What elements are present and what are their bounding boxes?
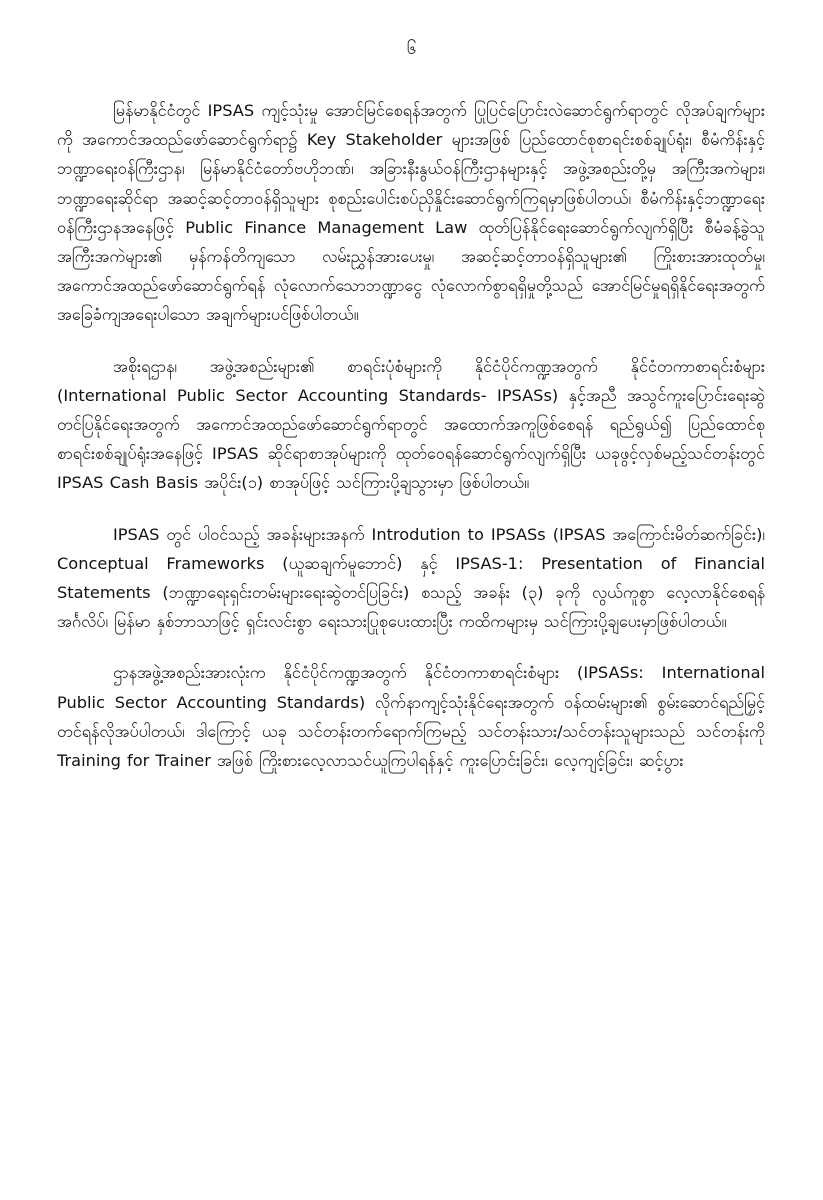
document-body <box>57 96 765 797</box>
paragraph-3: IPSAS တွင် ပါဝင်သည့် အခန်းများအနက် Introdution to IPSASs (IPSAS အကြောင်းမိတ်ဆက်ခြင်း)၊ Conceptual Frameworks (ယူဆချက်မူဘောင်) နှင့် IPSAS-1: Presentation of Financial Statements (ဘဏ္ဍာရေးရှင်းတမ်းများရေးဆွဲတင်ပြခြင်း) စသည့် အခန်း (၃) ခုကို လွယ်ကူစွာ လေ့လာနိုင်စေရန် အင်္ဂလိပ်၊ မြန်မာ နှစ်ဘာသာဖြင့် ရှင်းလင်းစွာ ရေးသားပြုစုပေးထားပြီး ကထိကများမှ သင်ကြားပို့ချပေးမှာဖြစ်ပါတယ်။ <box>57 524 765 632</box>
paragraph-1: မြန်မာနိုင်ငံတွင် IPSAS ကျင့်သုံးမှု အောင်မြင်စေရန်အတွက် ပြုပြင်ပြောင်းလဲဆောင်ရွက်ရာတွင် လိုအပ်ချက်များကို အကောင်အထည်ဖော်ဆောင်ရွက်ရာ၌ Key Stakeholder များအဖြစ် ပြည်ထောင်စုစာရင်းစစ်ချုပ်ရုံး၊ စီမံကိန်းနှင့်ဘဏ္ဍာရေးဝန်ကြီးဌာန၊ မြန်မာနိုင်ငံတော်ဗဟိုဘဏ်၊ အခြားနီးနွယ်ဝန်ကြီးဌာနများနှင့် အဖွဲ့အစည်းတို့မှ အကြီးအကဲများ၊ ဘဏ္ဍာရေးဆိုင်ရာ အဆင့်ဆင့်တာဝန်ရှိသူများ စုစည်းပေါင်းစပ်ညှိနှိုင်းဆောင်ရွက်ကြရမှာဖြစ်ပါတယ်၊ စီမံကိန်းနှင့်ဘဏ္ဍာရေးဝန်ကြီးဌာနအနေဖြင့် Public Finance Management Law ထုတ်ပြန်နိုင်ရေးဆောင်ရွက်လျက်ရှိပြီး စီမံခန့်ခွဲသူအကြီးအကဲများ၏ မှန်ကန်တိကျသော လမ်းညွှန်အားပေးမှု၊ အဆင့်ဆင့်တာဝန်ရှိသူများ၏ ကြိုးစားအားထုတ်မှု၊ အကောင်အထည်ဖော်ဆောင်ရွက်ရန် လုံလောက်သောဘဏ္ဍာငွေ လုံလောက်စွာရရှိမှုတို့သည် အောင်မြင်မှုရရှိနိုင်ရေးအတွက် အခြေခံကျအရေးပါသော အချက်များပင်ဖြစ်ပါတယ်။ <box>57 101 765 325</box>
page-number: ၆ <box>406 39 417 59</box>
paragraph-2: အစိုးရဌာန၊ အဖွဲ့အစည်းများ၏ စာရင်းပုံစံများကို နိုင်ငံပိုင်ကဏ္ဍအတွက် နိုင်ငံတကာစာရင်းစံများ (International Public Sector Accounting Standards- IPSASs) နှင့်အညီ အသွင်ကူးပြောင်းရေးဆွဲတင်ပြနိုင်ရေးအတွက် အကောင်အထည်ဖော်ဆောင်ရွက်ရာတွင် အထောက်အကူဖြစ်စေရန် ရည်ရွယ်၍ ပြည်ထောင်စုစာရင်းစစ်ချုပ်ရုံးအနေဖြင့် IPSAS ဆိုင်ရာစာအုပ်များကို ထုတ်ဝေရန်ဆောင်ရွက်လျက်ရှိပြီး ယခုဖွင့်လှစ်မည့်သင်တန်းတွင် IPSAS Cash Basis အပိုင်း(၁) စာအုပ်ဖြင့် သင်ကြားပို့ချသွားမှာ ဖြစ်ပါတယ်။ <box>57 356 765 493</box>
paragraph-4: ဌာနအဖွဲ့အစည်းအားလုံးက နိုင်ငံပိုင်ကဏ္ဍအတွက် နိုင်ငံတကာစာရင်းစံများ (IPSASs: International Public Sector Accounting Standards) လိုက်နာကျင့်သုံးနိုင်ရေးအတွက် ဝန်ထမ်းများ၏ စွမ်းဆောင်ရည်မြှင့်တင်ရန်လိုအပ်ပါတယ်၊ ဒါကြောင့် ယခု သင်တန်းတက်ရောက်ကြမည့် သင်တန်းသား/သင်တန်းသူများသည် သင်တန်းကို Training for Trainer အဖြစ် ကြိုးစားလေ့လာသင်ယူကြပါရန်နှင့် ကူးပြောင်းခြင်း၊ လေ့ကျင့်ခြင်း၊ ဆင့်ပွား <box>57 663 765 771</box>
